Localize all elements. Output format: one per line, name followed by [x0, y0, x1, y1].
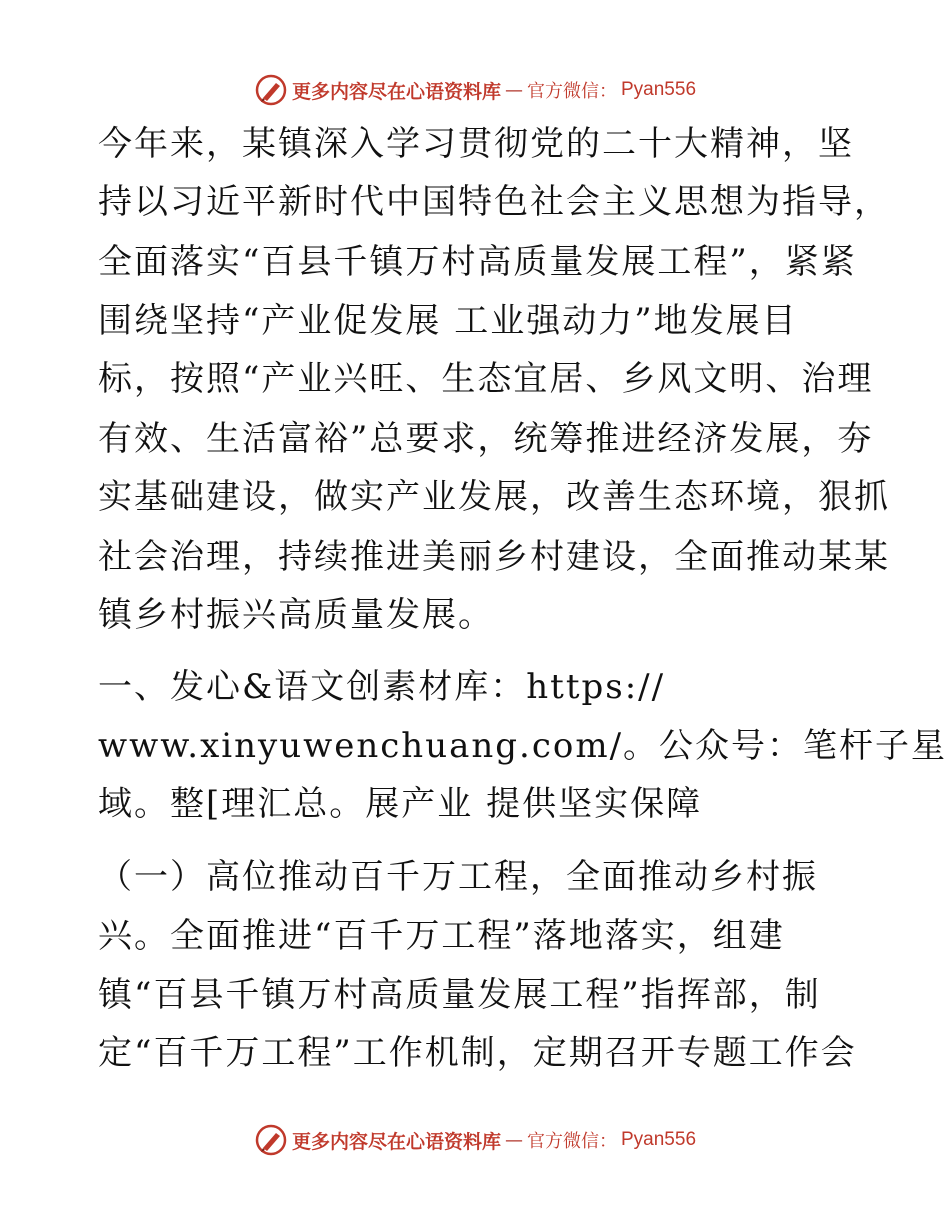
pen-logo-icon: [254, 73, 288, 107]
text-line: 持以习近平新时代中国特色社会主义思想为指导，: [98, 182, 890, 222]
text-line: www.xinyuwenchuang.com/。公众号：笔杆子星: [98, 726, 948, 766]
banner-text: 更多内容尽在心语资料库: [291, 1130, 501, 1153]
text-line: 围绕坚持“产业促发展 工业强动力”地发展目: [98, 301, 798, 341]
banner-wechat-label: 官方微信：: [527, 81, 617, 102]
header-banner: [0, 70, 950, 110]
text-line: 有效、生活富裕”总要求，统筹推进经济发展，夯: [98, 419, 874, 459]
banner-wechat-label: 官方微信：: [527, 1131, 617, 1152]
text-line: 全面落实“百县千镇万村高质量发展工程”，紧紧: [98, 242, 857, 282]
text-line: 兴。全面推进“百千万工程”落地落实，组建: [98, 916, 785, 956]
text-line: （一）高位推动百千万工程，全面推动乡村振: [98, 857, 818, 897]
text-line: 今年来，某镇深入学习贯彻党的二十大精神，坚: [98, 124, 854, 164]
footer-banner: [0, 1120, 950, 1160]
banner-wechat-id: Pyan556: [621, 79, 697, 100]
text-line: 实基础建设，做实产业发展，改善生态环境，狠抓: [98, 477, 890, 517]
pen-logo-icon: [254, 1123, 288, 1157]
text-line: 镇“百县千镇万村高质量发展工程”指挥部，制: [98, 975, 821, 1015]
banner-text: 更多内容尽在心语资料库: [291, 80, 501, 103]
text-line: 域。整[理汇总。展产业 提供坚实保障: [98, 784, 703, 824]
text-line: 标，按照“产业兴旺、生态宜居、乡风文明、治理: [98, 359, 874, 399]
banner-separator: —: [505, 79, 523, 101]
banner-wechat-id: Pyan556: [621, 1129, 697, 1150]
banner-separator: —: [505, 1129, 523, 1151]
text-line: 镇乡村振兴高质量发展。: [98, 595, 494, 635]
text-line: 社会治理，持续推进美丽乡村建设，全面推动某某: [98, 537, 890, 577]
text-line: 一、发心&语文创素材库：https://: [98, 667, 666, 707]
text-line: 定“百千万工程”工作机制，定期召开专题工作会: [98, 1033, 857, 1073]
